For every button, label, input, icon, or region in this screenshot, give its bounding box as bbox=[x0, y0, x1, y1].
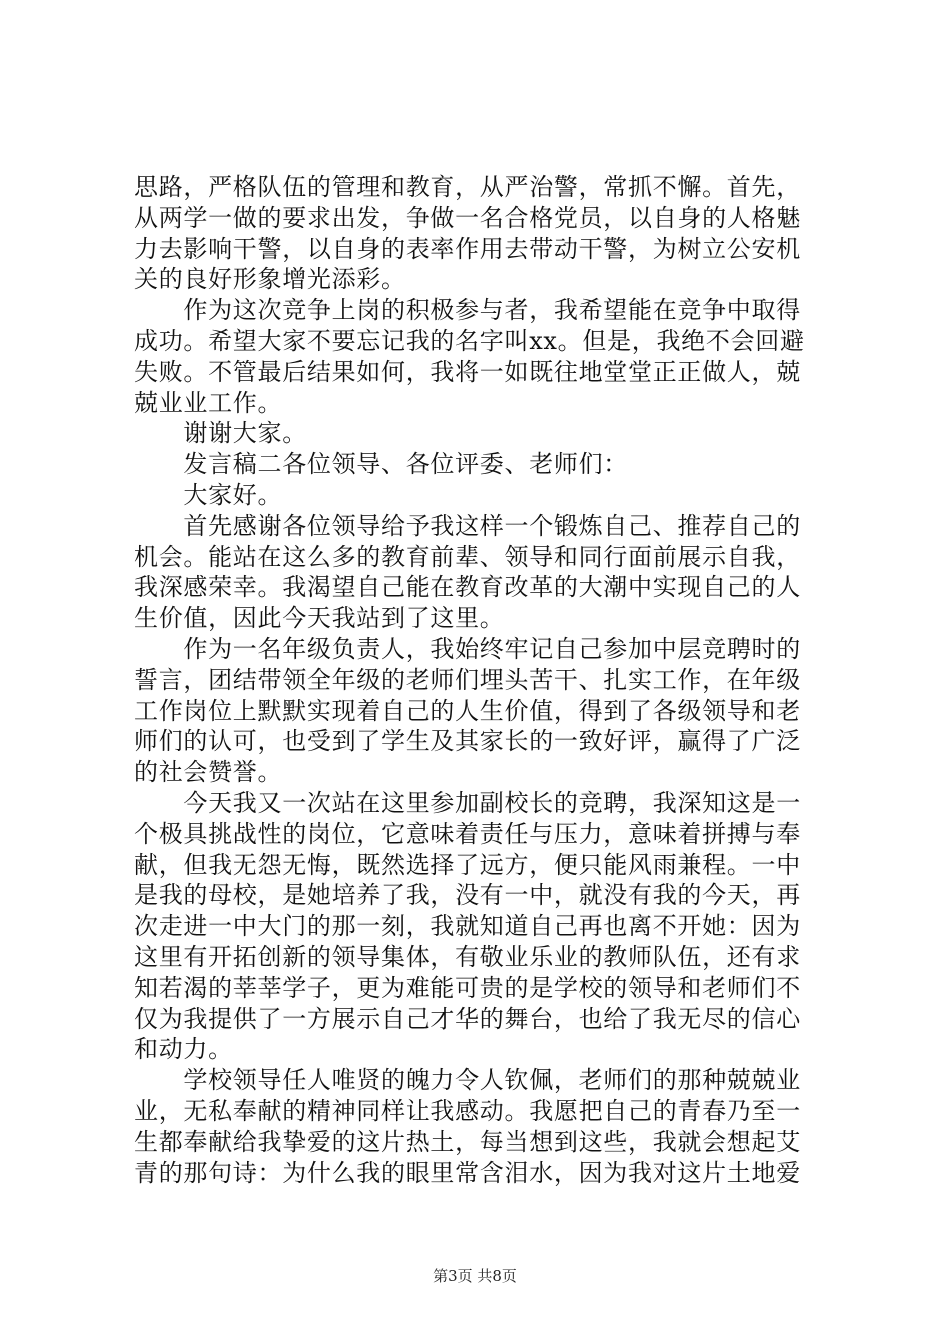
page-number-label: 第3页 共8页 bbox=[433, 1267, 517, 1285]
text-line: 仅为我提供了一方展示自己才华的舞台，也给了我无尽的信心 bbox=[134, 1004, 801, 1033]
text-line: 关的良好形象增光添彩。 bbox=[134, 265, 406, 294]
text-line: 个极具挑战性的岗位，它意味着责任与压力，意味着拼搏与奉 bbox=[134, 819, 801, 848]
text-line: 今天我又一次站在这里参加副校长的竞聘，我深知这是一 bbox=[134, 788, 801, 817]
text-line: 成功。希望大家不要忘记我的名字叫xx。但是，我绝不会回避 bbox=[134, 326, 805, 355]
text-line: 大家好。 bbox=[134, 480, 283, 509]
text-line: 生价值，因此今天我站到了这里。 bbox=[134, 604, 505, 633]
document-body bbox=[134, 172, 834, 1188]
text-line: 工作岗位上默默实现着自己的人生价值，得到了各级领导和老 bbox=[134, 696, 801, 725]
page-footer bbox=[0, 1266, 950, 1286]
text-line: 生都奉献给我挚爱的这片热土，每当想到这些，我就会想起艾 bbox=[134, 1127, 801, 1156]
text-line: 誓言，团结带领全年级的老师们埋头苦干、扎实工作，在年级 bbox=[134, 665, 801, 694]
text-line: 作为一名年级负责人，我始终牢记自己参加中层竞聘时的 bbox=[134, 634, 801, 663]
text-line: 青的那句诗：为什么我的眼里常含泪水，因为我对这片土地爱 bbox=[134, 1158, 801, 1187]
text-line: 失败。不管最后结果如何，我将一如既往地堂堂正正做人，兢 bbox=[134, 357, 801, 386]
text-line: 谢谢大家。 bbox=[134, 419, 307, 448]
text-line: 我深感荣幸。我渴望自己能在教育改革的大潮中实现自己的人 bbox=[134, 573, 801, 602]
text-line: 和动力。 bbox=[134, 1035, 233, 1064]
text-line: 这里有开拓创新的领导集体，有敬业乐业的教师队伍，还有求 bbox=[134, 942, 801, 971]
text-line: 作为这次竞争上岗的积极参与者，我希望能在竞争中取得 bbox=[134, 296, 801, 325]
text-line: 机会。能站在这么多的教育前辈、领导和同行面前展示自我， bbox=[134, 542, 801, 571]
text-line: 次走进一中大门的那一刻，我就知道自己再也离不开她：因为 bbox=[134, 912, 801, 941]
text-line: 学校领导任人唯贤的魄力令人钦佩，老师们的那种兢兢业 bbox=[134, 1066, 801, 1095]
text-line: 是我的母校，是她培养了我，没有一中，就没有我的今天，再 bbox=[134, 881, 801, 910]
text-line: 师们的认可，也受到了学生及其家长的一致好评，赢得了广泛 bbox=[134, 727, 801, 756]
text-line: 力去影响干警，以自身的表率作用去带动干警，为树立公安机 bbox=[134, 234, 801, 263]
text-line: 思路，严格队伍的管理和教育，从严治警，常抓不懈。首先， bbox=[134, 173, 801, 201]
text-line: 知若渴的莘莘学子，更为难能可贵的是学校的领导和老师们不 bbox=[134, 973, 801, 1002]
text-line: 献，但我无怨无悔，既然选择了远方，便只能风雨兼程。一中 bbox=[134, 850, 801, 879]
text-line: 的社会赞誉。 bbox=[134, 758, 283, 787]
text-line: 从两学一做的要求出发，争做一名合格党员，以自身的人格魅 bbox=[134, 203, 801, 232]
text-line: 业，无私奉献的精神同样让我感动。我愿把自己的青春乃至一 bbox=[134, 1096, 801, 1125]
text-line: 发言稿二各位领导、各位评委、老师们： bbox=[134, 450, 628, 479]
text-line: 首先感谢各位领导给予我这样一个锻炼自己、推荐自己的 bbox=[134, 511, 801, 540]
text-line: 兢业业工作。 bbox=[134, 388, 283, 417]
